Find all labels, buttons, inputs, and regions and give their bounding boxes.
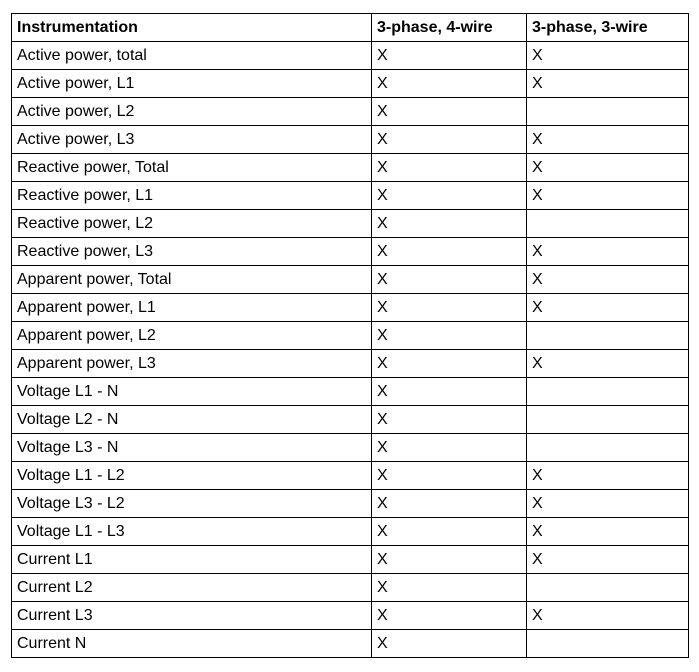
cell-instrumentation: Voltage L1 - L2 [12, 462, 372, 490]
cell-3-phase-3-wire [527, 378, 689, 406]
table-row [12, 490, 689, 518]
table-row [12, 182, 689, 210]
cell-3-phase-4-wire: X [372, 154, 527, 182]
cell-3-phase-4-wire: X [372, 70, 527, 98]
header-3-phase-3-wire: 3-phase, 3-wire [527, 14, 689, 42]
cell-3-phase-4-wire: X [372, 126, 527, 154]
cell-3-phase-3-wire: X [527, 462, 689, 490]
cell-instrumentation: Voltage L2 - N [12, 406, 372, 434]
cell-3-phase-3-wire [527, 98, 689, 126]
cell-instrumentation: Current L2 [12, 574, 372, 602]
table-row [12, 434, 689, 462]
instrumentation-table [11, 13, 689, 658]
cell-3-phase-3-wire: X [527, 602, 689, 630]
cell-instrumentation: Reactive power, L3 [12, 238, 372, 266]
cell-3-phase-4-wire: X [372, 98, 527, 126]
cell-3-phase-3-wire: X [527, 182, 689, 210]
cell-3-phase-3-wire: X [527, 294, 689, 322]
cell-3-phase-4-wire: X [372, 462, 527, 490]
cell-3-phase-3-wire: X [527, 126, 689, 154]
table-row [12, 406, 689, 434]
cell-3-phase-4-wire: X [372, 182, 527, 210]
table-row [12, 378, 689, 406]
cell-3-phase-3-wire: X [527, 490, 689, 518]
cell-3-phase-3-wire [527, 434, 689, 462]
cell-instrumentation: Voltage L3 - L2 [12, 490, 372, 518]
cell-3-phase-3-wire: X [527, 238, 689, 266]
table-row [12, 154, 689, 182]
cell-3-phase-3-wire [527, 574, 689, 602]
cell-3-phase-4-wire: X [372, 518, 527, 546]
table-row [12, 210, 689, 238]
cell-3-phase-3-wire: X [527, 42, 689, 70]
table-row [12, 602, 689, 630]
cell-3-phase-4-wire: X [372, 630, 527, 658]
table-row [12, 574, 689, 602]
cell-3-phase-4-wire: X [372, 490, 527, 518]
cell-3-phase-4-wire: X [372, 602, 527, 630]
cell-3-phase-3-wire [527, 210, 689, 238]
cell-instrumentation: Voltage L1 - L3 [12, 518, 372, 546]
cell-3-phase-4-wire: X [372, 574, 527, 602]
cell-instrumentation: Active power, L2 [12, 98, 372, 126]
cell-3-phase-3-wire [527, 630, 689, 658]
cell-instrumentation: Apparent power, L1 [12, 294, 372, 322]
table-body [12, 42, 689, 658]
cell-instrumentation: Current N [12, 630, 372, 658]
cell-3-phase-3-wire: X [527, 350, 689, 378]
cell-3-phase-4-wire: X [372, 434, 527, 462]
table-row [12, 630, 689, 658]
header-3-phase-4-wire: 3-phase, 4-wire [372, 14, 527, 42]
table-row [12, 266, 689, 294]
table-row [12, 518, 689, 546]
cell-instrumentation: Apparent power, L2 [12, 322, 372, 350]
cell-instrumentation: Active power, L1 [12, 70, 372, 98]
cell-instrumentation: Active power, total [12, 42, 372, 70]
cell-3-phase-3-wire: X [527, 266, 689, 294]
cell-instrumentation: Voltage L1 - N [12, 378, 372, 406]
cell-3-phase-4-wire: X [372, 378, 527, 406]
cell-3-phase-4-wire: X [372, 266, 527, 294]
cell-3-phase-4-wire: X [372, 294, 527, 322]
header-instrumentation: Instrumentation [12, 14, 372, 42]
table-row [12, 238, 689, 266]
table-row [12, 126, 689, 154]
cell-3-phase-4-wire: X [372, 406, 527, 434]
cell-3-phase-3-wire: X [527, 154, 689, 182]
cell-instrumentation: Voltage L3 - N [12, 434, 372, 462]
cell-instrumentation: Current L3 [12, 602, 372, 630]
cell-3-phase-4-wire: X [372, 210, 527, 238]
cell-3-phase-3-wire: X [527, 518, 689, 546]
cell-3-phase-3-wire [527, 406, 689, 434]
cell-instrumentation: Reactive power, L2 [12, 210, 372, 238]
cell-instrumentation: Apparent power, L3 [12, 350, 372, 378]
cell-instrumentation: Apparent power, Total [12, 266, 372, 294]
cell-3-phase-4-wire: X [372, 350, 527, 378]
table-row [12, 322, 689, 350]
table-row [12, 350, 689, 378]
table-row [12, 42, 689, 70]
cell-instrumentation: Reactive power, Total [12, 154, 372, 182]
cell-3-phase-4-wire: X [372, 546, 527, 574]
table-row [12, 98, 689, 126]
cell-3-phase-3-wire [527, 322, 689, 350]
table-header-row [12, 14, 689, 42]
cell-3-phase-3-wire: X [527, 70, 689, 98]
cell-instrumentation: Current L1 [12, 546, 372, 574]
cell-3-phase-4-wire: X [372, 42, 527, 70]
cell-instrumentation: Reactive power, L1 [12, 182, 372, 210]
cell-3-phase-3-wire: X [527, 546, 689, 574]
table-row [12, 546, 689, 574]
table-row [12, 294, 689, 322]
table-row [12, 70, 689, 98]
cell-3-phase-4-wire: X [372, 322, 527, 350]
table-row [12, 462, 689, 490]
cell-3-phase-4-wire: X [372, 238, 527, 266]
cell-instrumentation: Active power, L3 [12, 126, 372, 154]
